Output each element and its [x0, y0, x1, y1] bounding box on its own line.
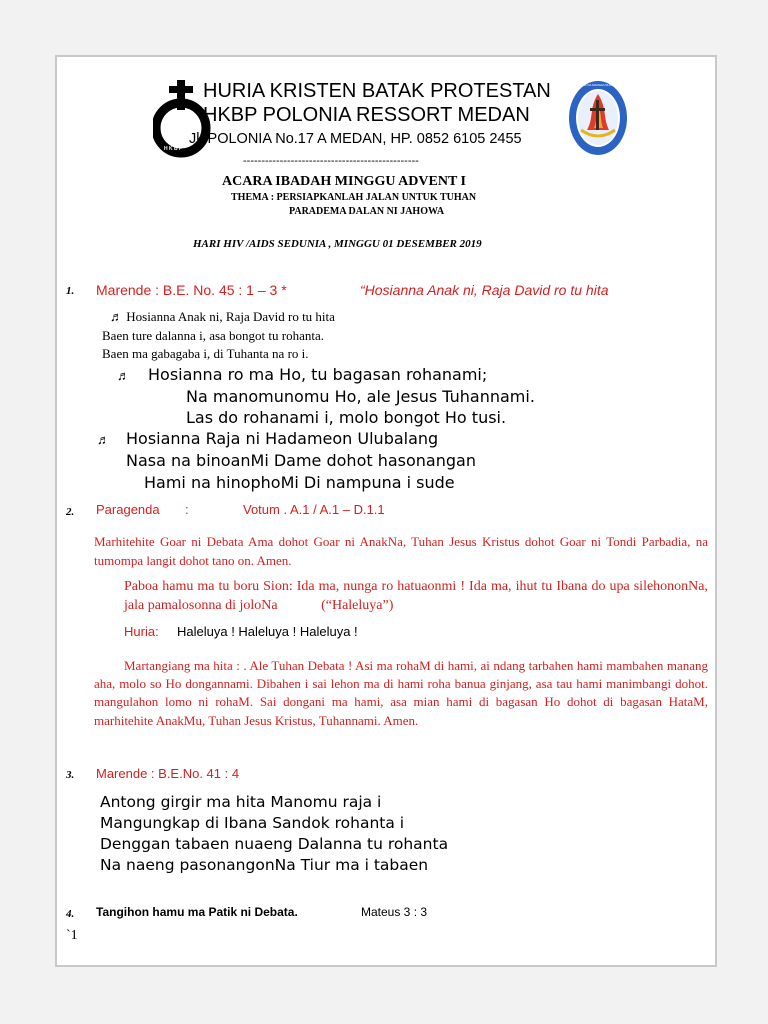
votum-reference: Votum . A.1 / A.1 – D.1.1 — [243, 502, 385, 517]
hymn-verse-2-line-3: Las do rohanami i, molo bongot Ho tusi. — [186, 408, 507, 427]
advent-proclamation — [124, 577, 708, 615]
hymn-41-line-2: Mangungkap di Ibana Sandok rohanta i — [100, 814, 405, 832]
emblem-logo — [567, 78, 629, 158]
hymn-41-line-3: Denggan tabaen nuaeng Dalanna tu rohanta — [100, 835, 449, 853]
date-line: HARI HIV /AIDS SEDUNIA , MINGGU 01 DESEMBER 2019 — [193, 238, 482, 250]
page-mark: `1 — [66, 928, 78, 943]
theme-line-2: PARADEMA DALAN NI JAHOWA — [289, 206, 445, 217]
section-3-number: 3. — [66, 769, 75, 781]
section-4-number: 4. — [66, 908, 75, 920]
section-1-subtitle: “Hosianna Anak ni, Raja David ro tu hita — [360, 282, 609, 298]
section-2-colon: : — [185, 502, 189, 517]
hymn-41-line-4: Na naeng pasonangonNa Tiur ma i tabaen — [100, 856, 429, 874]
opening-blessing: Marhitehite Goar ni Debata Ama dohot Goar ni AnakNa, Tuhan Jesus Kristus dohot Goar ni Tondi Parbadia, na tumompa langit dohot tano on. Amen. — [94, 534, 708, 568]
section-2-number: 2. — [66, 506, 75, 518]
opening-prayer: Martangiang ma hita : . Ale Tuhan Debata ! Asi ma rohaM di hami, ai ndang tarbahen hami mambahen manang aha, molo so Ho dongannami. Dibahen i sai lehon ma di hami roha banua ginjang, asa tau hami manimbangi dohot. mangulahon lomo ni rohaM. Sai dongani ma hami, asa mian hami di bagasan Ho dohot di bagasan HataM, marhitehite AnakMu, Tuhan Jesus Kristus, Tuhannami. Amen. — [94, 658, 708, 728]
hymn-verse-3-line-1: Hosianna Raja ni Hadameon Ulubalang — [126, 429, 439, 448]
section-3-heading: Marende : B.E.No. 41 : 4 — [96, 766, 240, 781]
section-4-heading: Tangihon hamu ma Patik ni Debata. — [96, 905, 298, 919]
church-name: HURIA KRISTEN BATAK PROTESTAN — [203, 80, 551, 102]
header-divider: ------------------------------------------------ — [243, 155, 419, 167]
hymn-verse-2-line-1: Hosianna ro ma Ho, tu bagasan rohanami; — [148, 365, 488, 384]
hymn-verse-2-line-2: Na manomunomu Ho, ale Jesus Tuhannami. — [186, 387, 535, 406]
address: Jl. POLONIA No.17 A MEDAN, HP. 0852 6105 2455 — [189, 131, 522, 147]
huria-label: Huria: — [124, 624, 159, 639]
branch-name: HKBP POLONIA RESSORT MEDAN — [203, 104, 530, 126]
advent-proclamation-text: Paboa hamu ma tu boru Sion: Ida ma, nunga ro hatuaonmi ! Ida ma, ihut tu Ibana do upa silehononNa, jala pamalosonna di joloNa — [124, 579, 708, 613]
music-note-icon: ♬ — [117, 368, 130, 383]
section-2-heading: Paragenda — [96, 502, 160, 517]
hymn-verse-3-line-3: Hami na hinophoMi Di nampuna i sude — [144, 473, 455, 492]
hymn-41-line-1: Antong girgir ma hita Manomu raja i — [100, 793, 382, 811]
hymn-verse-1-line-1: ♬ Hosianna Anak ni, Raja David ro tu hita — [110, 309, 335, 324]
hymn-verse-1-line-3: Baen ma gabagaba i, di Tuhanta na ro i. — [102, 346, 309, 361]
hymn-verse-3-line-2: Nasa na binoanMi Dame dohot hasonangan — [126, 451, 476, 470]
service-title: ACARA IBADAH MINGGU ADVENT I — [222, 174, 466, 189]
section-1-number: 1. — [66, 285, 75, 297]
logo-right-text: GARAPAN NA MANGHUSURHON · MATIUS 5:16 — [572, 83, 639, 87]
scripture-reference: Mateus 3 : 3 — [361, 905, 428, 919]
haleluya-response-tag: (“Haleluya”) — [321, 598, 394, 613]
logo-left-text: H K B P — [164, 146, 183, 152]
theme-line-1: THEMA : PERSIAPKANLAH JALAN UNTUK TUHAN — [231, 192, 477, 203]
hymn-verse-1-line-2: Baen ture dalanna i, asa bongot tu rohanta. — [102, 328, 325, 343]
section-1-heading: Marende : B.E. No. 45 : 1 – 3 * — [96, 282, 287, 298]
huria-response: Haleluya ! Haleluya ! Haleluya ! — [177, 624, 358, 639]
music-note-icon: ♬ — [97, 432, 110, 447]
